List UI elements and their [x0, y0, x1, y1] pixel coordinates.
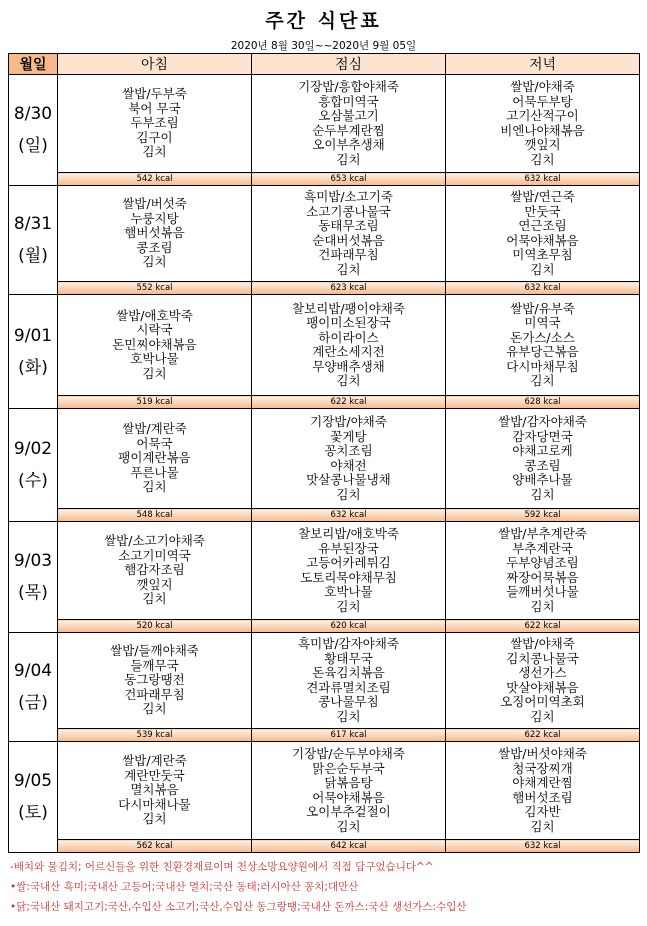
menu-item: 콩조림 — [524, 457, 561, 473]
menu-item: 김치 — [530, 818, 555, 834]
kcal-value: 628 kcal — [446, 396, 640, 409]
day-row — [9, 522, 640, 620]
lunch-cell — [252, 75, 446, 173]
menu-item: 오징어미역초회 — [500, 694, 585, 709]
menu-item: 김치 — [336, 261, 361, 277]
kcal-row — [9, 173, 640, 186]
date-label: 9/04 — [13, 661, 53, 681]
header-breakfast: 아침 — [58, 54, 252, 75]
menu-item: 김치 — [142, 254, 167, 270]
menu-item: 김치 — [142, 144, 167, 160]
lunch-cell — [252, 522, 446, 620]
page-title: 주간 식단표 — [265, 10, 382, 32]
dinner-cell — [446, 186, 640, 282]
menu-item: 기장밥/야채죽 — [310, 414, 387, 429]
kcal-value: 632 kcal — [252, 509, 446, 522]
menu-item: 쌀밥/야채죽 — [510, 79, 575, 94]
menu-item: 김치 — [142, 811, 167, 827]
kcal-value: 620 kcal — [252, 620, 446, 633]
menu-item: 황태무국 — [324, 650, 373, 666]
breakfast-cell — [58, 295, 252, 396]
lunch-cell — [252, 186, 446, 282]
menu-item: 닭볶음탕 — [324, 775, 373, 790]
menu-item: 쌀밥/감자야채죽 — [498, 414, 587, 429]
menu-item: 오이부추겉절이 — [306, 804, 391, 819]
date-label: 8/31 — [13, 214, 53, 234]
menu-item: 쌀밥/계란죽 — [122, 753, 187, 769]
breakfast-cell — [58, 522, 252, 620]
day-cell — [9, 409, 58, 522]
kcal-value: 562 kcal — [58, 840, 252, 853]
menu-item: 계란소세지전 — [312, 344, 385, 359]
lunch-cell — [252, 295, 446, 396]
menu-item: 어묵두부탕 — [512, 93, 573, 109]
menu-item: 어묵야채볶음 — [312, 789, 385, 805]
menu-item: 돈육김치볶음 — [312, 665, 385, 680]
menu-item: 쌀밥/버섯야채죽 — [498, 746, 587, 761]
menu-item: 김치콩나물국 — [506, 650, 579, 666]
kcal-row — [9, 282, 640, 295]
kcal-value: 539 kcal — [58, 729, 252, 742]
menu-item: 김치 — [336, 151, 361, 167]
menu-item: 동그랑땡전 — [124, 672, 185, 688]
menu-item: 유부당근볶음 — [506, 344, 579, 359]
date-label: 8/30 — [13, 104, 53, 124]
date-label: 9/03 — [13, 551, 53, 571]
kcal-value: 632 kcal — [446, 282, 640, 295]
menu-item: 돈가스/소스 — [510, 329, 575, 345]
menu-item: 김치 — [142, 591, 167, 607]
date-range: 2020년 8월 30일~~2020년 9월 05일 — [230, 40, 417, 52]
menu-item: 들깨무국 — [130, 657, 179, 673]
kcal-value: 623 kcal — [252, 282, 446, 295]
menu-item: 연근조림 — [518, 218, 567, 233]
menu-item: 북어 무국 — [128, 100, 181, 116]
lunch-cell — [252, 633, 446, 729]
kcal-value: 642 kcal — [252, 840, 446, 853]
header-lunch: 점심 — [252, 54, 446, 75]
lunch-cell — [252, 742, 446, 840]
kcal-row — [9, 396, 640, 409]
dinner-cell — [446, 295, 640, 396]
menu-item: 두부양념조림 — [506, 555, 579, 570]
menu-item: 김치 — [530, 598, 555, 614]
menu-item: 다시마채무침 — [506, 358, 579, 374]
day-row — [9, 186, 640, 282]
menu-item: 야채전 — [330, 457, 367, 473]
date-label: 9/05 — [13, 771, 53, 791]
menu-item: 맑은순두부국 — [312, 760, 385, 776]
menu-item: 도토리묵야채무침 — [300, 569, 397, 585]
menu-item: 김치 — [530, 486, 555, 502]
menu-item: 김치 — [336, 708, 361, 724]
day-cell — [9, 742, 58, 853]
menu-item: 청국장찌개 — [512, 760, 573, 776]
menu-item: 시락국 — [136, 322, 173, 338]
menu-item: 기장밥/순두부야채죽 — [292, 746, 405, 761]
menu-item: 김치 — [530, 261, 555, 277]
breakfast-cell — [58, 633, 252, 729]
menu-item: 어묵국 — [136, 435, 173, 451]
note-line: •닭;국내산 돼지고기;국산,수입산 소고기;국산,수입산 동그랑땡;국내산 돈까스:국산 생선가스:수입산 — [10, 901, 467, 913]
header-dinner: 저녁 — [446, 54, 640, 75]
menu-item: 건파래무침 — [318, 247, 379, 262]
menu-item: 김치 — [142, 701, 167, 717]
day-row — [9, 409, 640, 509]
menu-item: 꽁치조림 — [324, 443, 373, 458]
menu-item: 짜장어묵볶음 — [506, 569, 579, 585]
menu-item: 콩조림 — [136, 239, 173, 255]
notes-section — [10, 857, 640, 917]
weekday-label: (수) — [18, 471, 48, 491]
kcal-row — [9, 840, 640, 853]
menu-item: 팽이미소된장국 — [306, 315, 391, 330]
header-row — [9, 54, 640, 75]
menu-item: 햄버섯볶음 — [124, 225, 185, 241]
menu-item: 동태무조림 — [318, 218, 379, 233]
weekday-label: (목) — [18, 583, 48, 603]
menu-item: 푸른나물 — [130, 464, 179, 480]
menu-item: 쌀밥/소고기야채죽 — [104, 533, 205, 549]
menu-item: 견과류멸치조림 — [306, 679, 391, 695]
menu-item: 김치 — [142, 365, 167, 381]
menu-item: 김치 — [530, 373, 555, 388]
menu-item: 야채계란찜 — [512, 775, 573, 790]
dinner-cell — [446, 75, 640, 173]
date-label: 9/02 — [13, 439, 53, 459]
menu-item: 쌀밥/야채죽 — [510, 636, 575, 651]
lunch-cell — [252, 409, 446, 509]
menu-item: 김치 — [530, 151, 555, 167]
kcal-value: 520 kcal — [58, 620, 252, 633]
note-line: -배치와 물김치; 어르신들을 위한 친환경재료이며 천상소망요양원에서 직접 담구었습니다^^ — [10, 861, 434, 873]
menu-item: 오이부추생채 — [312, 137, 385, 152]
day-cell — [9, 186, 58, 295]
menu-item: 감자당면국 — [512, 428, 573, 444]
menu-item: 순대버섯볶음 — [312, 232, 385, 248]
dinner-cell — [446, 409, 640, 509]
menu-item: 순두부계란찜 — [312, 122, 385, 138]
dinner-cell — [446, 633, 640, 729]
menu-item: 김치 — [336, 486, 361, 502]
menu-item: 꽃게탕 — [330, 428, 367, 444]
menu-item: 호박나물 — [324, 584, 373, 599]
menu-item: 흑미밥/감자야채죽 — [298, 636, 399, 651]
weekday-label: (월) — [18, 246, 48, 266]
menu-item: 쌀밥/유부죽 — [510, 300, 575, 316]
menu-item: 기장밥/흥합야채죽 — [298, 79, 399, 94]
menu-item: 쌀밥/계란죽 — [122, 421, 187, 437]
menu-item: 무양배추생채 — [312, 358, 385, 374]
menu-item: 쌀밥/연근죽 — [510, 189, 575, 204]
note-line: •쌀:국내산 흑미;국내산 고등어;국내산 멸치;국산 동태;러시아산 꽁치;대만산 — [10, 881, 359, 893]
kcal-value: 542 kcal — [58, 173, 252, 186]
menu-item: 찰보리밥/팽이야채죽 — [292, 300, 405, 316]
kcal-value: 552 kcal — [58, 282, 252, 295]
menu-item: 김자반 — [524, 804, 561, 819]
menu-item: 쌀밥/두부죽 — [122, 86, 187, 102]
menu-item: 다시마채나물 — [118, 796, 191, 812]
menu-item: 오삼불고기 — [318, 108, 379, 123]
menu-item: 김치 — [336, 598, 361, 614]
menu-item: 흥합미역국 — [318, 93, 379, 109]
weekday-label: (토) — [18, 803, 48, 823]
day-cell — [9, 522, 58, 633]
menu-item: 누룽지탕 — [130, 210, 179, 226]
menu-item: 소고기콩나물국 — [306, 203, 391, 219]
menu-item: 비엔나야채볶음 — [500, 122, 585, 138]
menu-item: 소고기미역국 — [118, 547, 191, 563]
menu-item: 깻잎지 — [136, 576, 173, 592]
day-row — [9, 742, 640, 840]
header-day: 월일 — [9, 54, 58, 75]
menu-item: 김치 — [142, 479, 167, 495]
day-row — [9, 75, 640, 173]
kcal-value: 622 kcal — [446, 620, 640, 633]
menu-item: 돈민찌야채볶음 — [112, 336, 197, 352]
weekday-label: (금) — [18, 693, 48, 713]
breakfast-cell — [58, 409, 252, 509]
breakfast-cell — [58, 75, 252, 173]
day-row — [9, 295, 640, 396]
menu-item: 어묵야채볶음 — [506, 232, 579, 248]
menu-item: 들깨버섯나물 — [506, 584, 579, 599]
menu-item: 맛살야채볶음 — [506, 679, 579, 695]
menu-item: 건파래무침 — [124, 686, 185, 702]
menu-item: 하이라이스 — [318, 329, 379, 345]
kcal-value: 653 kcal — [252, 173, 446, 186]
menu-item: 쌀밥/애호박죽 — [116, 307, 193, 323]
kcal-value: 622 kcal — [252, 396, 446, 409]
menu-item: 팽이계란볶음 — [118, 450, 191, 466]
menu-item: 김구이 — [136, 129, 173, 145]
menu-item: 깻잎지 — [524, 137, 561, 152]
menu-item: 고등어카레튀김 — [306, 555, 391, 570]
menu-item: 야채고로케 — [512, 443, 573, 458]
day-cell — [9, 633, 58, 742]
kcal-row — [9, 620, 640, 633]
menu-item: 맛살콩나물냉채 — [306, 472, 391, 487]
menu-item: 양배추나물 — [512, 472, 573, 487]
menu-item: 고기산적구이 — [506, 108, 579, 123]
menu-item: 찰보리밥/애호박죽 — [298, 526, 399, 541]
kcal-value: 632 kcal — [446, 840, 640, 853]
menu-item: 미역국 — [524, 315, 561, 330]
dinner-cell — [446, 742, 640, 840]
kcal-row — [9, 509, 640, 522]
menu-item: 호박나물 — [130, 351, 179, 367]
breakfast-cell — [58, 186, 252, 282]
menu-item: 생선가스 — [518, 665, 567, 680]
day-row — [9, 633, 640, 729]
breakfast-cell — [58, 742, 252, 840]
day-cell — [9, 295, 58, 409]
weekday-label: (화) — [18, 357, 48, 378]
menu-item: 김치 — [336, 373, 361, 388]
menu-item: 햄감자조림 — [124, 562, 185, 578]
kcal-value: 519 kcal — [58, 396, 252, 409]
menu-item: 흑미밥/소고기죽 — [304, 189, 393, 204]
menu-item: 두부조림 — [130, 115, 179, 131]
menu-item: 김치 — [530, 708, 555, 724]
kcal-value: 622 kcal — [446, 729, 640, 742]
menu-item: 유부된장국 — [318, 540, 379, 556]
menu-item: 부추계란국 — [512, 540, 573, 556]
menu-item: 햄버섯조림 — [512, 789, 573, 805]
menu-item: 계란만둣국 — [124, 767, 185, 783]
kcal-row — [9, 729, 640, 742]
kcal-value: 632 kcal — [446, 173, 640, 186]
menu-item: 쌀밥/버섯죽 — [122, 196, 187, 212]
day-cell — [9, 75, 58, 186]
menu-item: 만둣국 — [524, 203, 561, 219]
kcal-value: 592 kcal — [446, 509, 640, 522]
kcal-value: 617 kcal — [252, 729, 446, 742]
menu-item: 김치 — [336, 818, 361, 834]
kcal-value: 548 kcal — [58, 509, 252, 522]
weekday-label: (일) — [18, 136, 48, 156]
dinner-cell — [446, 522, 640, 620]
menu-item: 쌀밥/부추계란죽 — [498, 526, 587, 541]
menu-item: 쌀밥/들깨야채죽 — [110, 643, 199, 659]
weekly-menu-table — [8, 53, 640, 853]
menu-item: 콩나물무침 — [318, 694, 379, 709]
date-label: 9/01 — [13, 325, 53, 346]
menu-item: 멸치볶음 — [130, 782, 179, 798]
menu-item: 미역초무침 — [512, 247, 573, 262]
